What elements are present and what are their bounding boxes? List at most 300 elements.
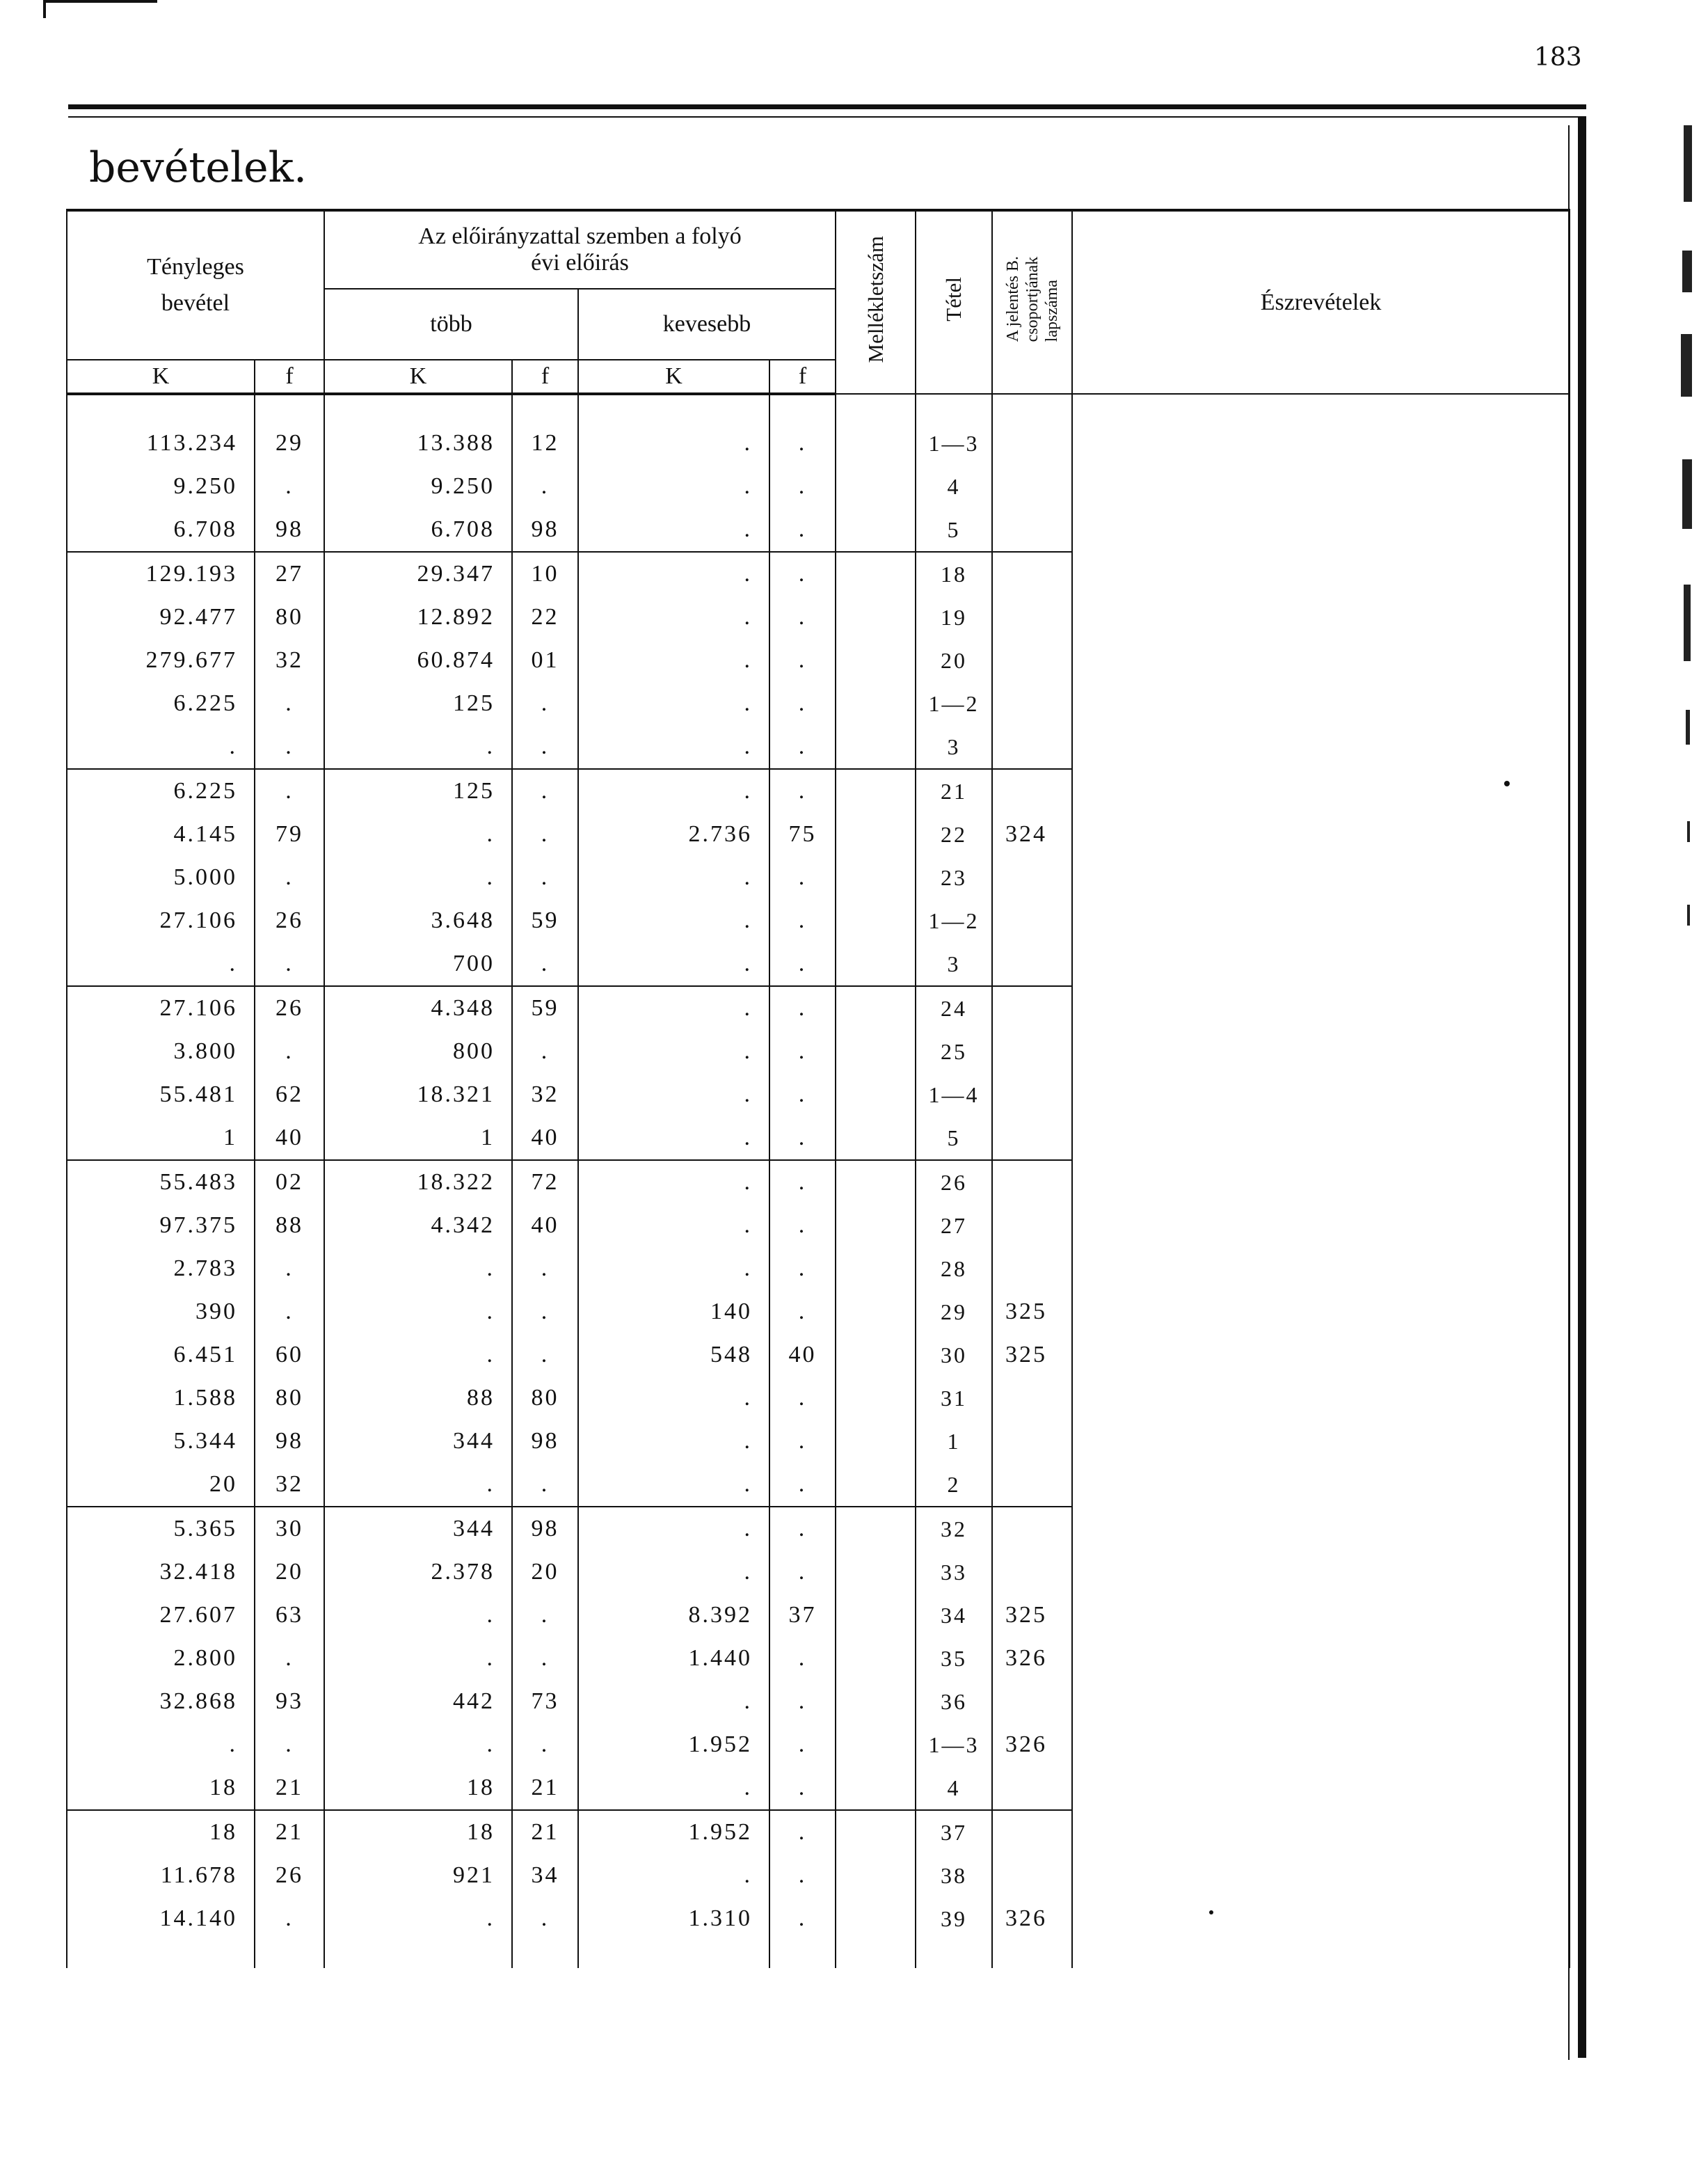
- less-k-cell: 2.736: [578, 813, 769, 856]
- actual-f-cell: .: [255, 942, 324, 986]
- less-f-cell: .: [769, 465, 836, 508]
- report-page-cell: [992, 856, 1072, 899]
- actual-f-cell: .: [255, 769, 324, 813]
- more-label: több: [430, 311, 472, 337]
- report-page-cell: 324: [992, 813, 1072, 856]
- item-cell: 34: [916, 1594, 992, 1637]
- item-cell: 3: [916, 942, 992, 986]
- top-rule-thin: [68, 116, 1586, 118]
- less-k-cell: .: [578, 552, 769, 596]
- item-cell: 19: [916, 596, 992, 639]
- actual-k-cell: 11.678: [67, 1854, 255, 1897]
- attachment-cell: [836, 1723, 916, 1766]
- less-k-cell: .: [578, 1507, 769, 1551]
- less-f-cell: .: [769, 1637, 836, 1680]
- more-f-cell: .: [512, 465, 578, 508]
- report-page-cell: [992, 986, 1072, 1030]
- attachment-cell: [836, 1810, 916, 1854]
- report-page-label: A jelentés B. csoportjának lapszáma: [1003, 256, 1061, 342]
- less-k-header: K: [578, 360, 769, 394]
- less-k-cell: .: [578, 1116, 769, 1160]
- remarks-cell: [1072, 682, 1570, 725]
- more-k-cell: .: [324, 1723, 512, 1766]
- report-page-cell: [992, 1073, 1072, 1116]
- table-row: [67, 1420, 1570, 1463]
- attachment-cell: [836, 1897, 916, 1968]
- less-f-cell: .: [769, 596, 836, 639]
- margin-scan-mark: [1684, 585, 1691, 661]
- actual-k-cell: 1: [67, 1116, 255, 1160]
- actual-k-cell: 32.418: [67, 1551, 255, 1594]
- more-k-cell: 6.708: [324, 508, 512, 552]
- more-k-cell: 1: [324, 1116, 512, 1160]
- actual-k-cell: 2.800: [67, 1637, 255, 1680]
- remarks-cell: [1072, 465, 1570, 508]
- report-page-cell: [992, 769, 1072, 813]
- attachment-cell: [836, 1204, 916, 1247]
- report-page-cell: [992, 465, 1072, 508]
- actual-k-cell: 55.483: [67, 1160, 255, 1204]
- attachment-cell: [836, 394, 916, 465]
- less-k-cell: 1.952: [578, 1723, 769, 1766]
- more-k-cell: 800: [324, 1030, 512, 1073]
- less-f-cell: .: [769, 1463, 836, 1507]
- less-f-cell: .: [769, 639, 836, 682]
- more-f-cell: 21: [512, 1766, 578, 1810]
- attachment-cell: [836, 1073, 916, 1116]
- attachment-cell: [836, 1247, 916, 1290]
- remarks-cell: [1072, 1160, 1570, 1204]
- report-page-cell: 325: [992, 1333, 1072, 1377]
- report-page-cell: [992, 942, 1072, 986]
- report-page-cell: [992, 899, 1072, 942]
- more-f-cell: 98: [512, 508, 578, 552]
- report-page-cell: [992, 508, 1072, 552]
- attachment-cell: [836, 813, 916, 856]
- less-f-cell: .: [769, 1116, 836, 1160]
- less-f-cell: .: [769, 1723, 836, 1766]
- more-k-cell: .: [324, 1594, 512, 1637]
- report-page-cell: [992, 552, 1072, 596]
- actual-revenue-line2: bevétel: [161, 290, 230, 316]
- less-k-cell: .: [578, 725, 769, 769]
- less-label: kevesebb: [662, 311, 751, 337]
- item-cell: 1—3: [916, 1723, 992, 1766]
- less-f-cell: .: [769, 1204, 836, 1247]
- less-f-cell: .: [769, 1030, 836, 1073]
- less-k-cell: .: [578, 1247, 769, 1290]
- more-f-cell: 32: [512, 1073, 578, 1116]
- attachment-cell: [836, 986, 916, 1030]
- actual-f-cell: 21: [255, 1810, 324, 1854]
- more-f-cell: .: [512, 942, 578, 986]
- item-cell: 21: [916, 769, 992, 813]
- actual-f-cell: .: [255, 856, 324, 899]
- less-f-cell: .: [769, 1810, 836, 1854]
- compare-line2: évi előirás: [531, 250, 629, 276]
- compare-header: [324, 210, 836, 289]
- more-f-cell: 80: [512, 1377, 578, 1420]
- less-f-cell: .: [769, 769, 836, 813]
- remarks-cell: [1072, 1463, 1570, 1507]
- table-subtotal-row: [67, 1810, 1570, 1854]
- more-k-cell: .: [324, 1637, 512, 1680]
- less-k-cell: .: [578, 856, 769, 899]
- more-f-cell: .: [512, 856, 578, 899]
- less-f-cell: .: [769, 856, 836, 899]
- actual-k-cell: 5.344: [67, 1420, 255, 1463]
- actual-k-header: K: [67, 360, 255, 394]
- remarks-cell: [1072, 769, 1570, 813]
- more-k-cell: 125: [324, 682, 512, 725]
- table-row: [67, 508, 1570, 552]
- less-f-cell: .: [769, 1551, 836, 1594]
- item-cell: 30: [916, 1333, 992, 1377]
- remarks-cell: [1072, 813, 1570, 856]
- attachment-cell: [836, 856, 916, 899]
- more-f-cell: 73: [512, 1680, 578, 1723]
- item-cell: 35: [916, 1637, 992, 1680]
- more-k-cell: .: [324, 1333, 512, 1377]
- more-k-cell: 18.321: [324, 1073, 512, 1116]
- table-row: [67, 942, 1570, 986]
- actual-k-cell: 279.677: [67, 639, 255, 682]
- actual-f-header: f: [255, 360, 324, 394]
- actual-k-cell: 18: [67, 1810, 255, 1854]
- item-cell: 1—4: [916, 1073, 992, 1116]
- remarks-cell: [1072, 639, 1570, 682]
- table-row: [67, 1680, 1570, 1723]
- actual-f-cell: 29: [255, 394, 324, 465]
- more-f-header: f: [512, 360, 578, 394]
- less-k-cell: .: [578, 986, 769, 1030]
- actual-f-cell: 32: [255, 639, 324, 682]
- attachment-cell: [836, 725, 916, 769]
- item-cell: 37: [916, 1810, 992, 1854]
- remarks-label: Észrevételek: [1260, 289, 1382, 315]
- less-k-cell: .: [578, 508, 769, 552]
- more-f-cell: .: [512, 1030, 578, 1073]
- less-f-cell: .: [769, 1073, 836, 1116]
- item-cell: 27: [916, 1204, 992, 1247]
- item-cell: 2: [916, 1463, 992, 1507]
- actual-f-cell: 98: [255, 1420, 324, 1463]
- more-k-cell: 344: [324, 1420, 512, 1463]
- less-k-cell: .: [578, 769, 769, 813]
- more-k-cell: .: [324, 725, 512, 769]
- less-f-cell: .: [769, 1680, 836, 1723]
- attachment-cell: [836, 508, 916, 552]
- item-cell: 22: [916, 813, 992, 856]
- less-k-cell: .: [578, 1160, 769, 1204]
- less-k-cell: 1.310: [578, 1897, 769, 1968]
- item-label: Tétel: [941, 277, 966, 322]
- actual-revenue-header: [67, 210, 324, 360]
- less-f-cell: 40: [769, 1333, 836, 1377]
- report-page-cell: [992, 1463, 1072, 1507]
- more-k-cell: .: [324, 1247, 512, 1290]
- report-page-cell: 325: [992, 1290, 1072, 1333]
- report-page-cell: [992, 1854, 1072, 1897]
- less-k-cell: .: [578, 1551, 769, 1594]
- margin-scan-mark: [1687, 821, 1690, 842]
- less-k-cell: 140: [578, 1290, 769, 1333]
- remarks-header: [1072, 210, 1570, 394]
- less-f-cell: .: [769, 1247, 836, 1290]
- remarks-cell: [1072, 1854, 1570, 1897]
- more-f-cell: .: [512, 1637, 578, 1680]
- less-header: [578, 289, 836, 360]
- more-f-cell: .: [512, 1594, 578, 1637]
- actual-f-cell: 26: [255, 1854, 324, 1897]
- actual-k-cell: 113.234: [67, 394, 255, 465]
- item-cell: 1—2: [916, 899, 992, 942]
- less-k-cell: .: [578, 394, 769, 465]
- more-f-cell: 12: [512, 394, 578, 465]
- table-subtotal-row: [67, 769, 1570, 813]
- less-f-cell: .: [769, 552, 836, 596]
- report-page-cell: [992, 725, 1072, 769]
- table-row: [67, 1854, 1570, 1897]
- table-row: [67, 1290, 1570, 1333]
- actual-f-cell: 60: [255, 1333, 324, 1377]
- attachment-cell: [836, 1290, 916, 1333]
- remarks-cell: [1072, 725, 1570, 769]
- item-cell: 39: [916, 1897, 992, 1968]
- more-f-cell: .: [512, 813, 578, 856]
- less-f-header: f: [769, 360, 836, 394]
- item-cell: 25: [916, 1030, 992, 1073]
- margin-scan-mark: [1684, 125, 1692, 202]
- more-k-cell: .: [324, 1897, 512, 1968]
- actual-f-cell: 30: [255, 1507, 324, 1551]
- remarks-cell: [1072, 1723, 1570, 1766]
- report-page-header: [992, 210, 1072, 394]
- remarks-cell: [1072, 596, 1570, 639]
- item-cell: 32: [916, 1507, 992, 1551]
- more-k-cell: .: [324, 1290, 512, 1333]
- more-k-header: K: [324, 360, 512, 394]
- item-cell: 1: [916, 1420, 992, 1463]
- table-row: [67, 1030, 1570, 1073]
- table-subtotal-row: [67, 552, 1570, 596]
- more-k-cell: 88: [324, 1377, 512, 1420]
- table-row: [67, 1637, 1570, 1680]
- scan-speck: [1209, 1910, 1213, 1914]
- actual-k-cell: 3.800: [67, 1030, 255, 1073]
- item-cell: 1—3: [916, 394, 992, 465]
- margin-scan-mark: [1682, 251, 1692, 292]
- remarks-cell: [1072, 552, 1570, 596]
- attachment-cell: [836, 942, 916, 986]
- more-f-cell: .: [512, 1723, 578, 1766]
- actual-f-cell: .: [255, 1897, 324, 1968]
- item-cell: 26: [916, 1160, 992, 1204]
- actual-f-cell: 40: [255, 1116, 324, 1160]
- actual-k-cell: 27.106: [67, 899, 255, 942]
- attachment-cell: [836, 1766, 916, 1810]
- table-row: [67, 1766, 1570, 1810]
- attachment-cell: [836, 1333, 916, 1377]
- more-f-cell: 98: [512, 1507, 578, 1551]
- remarks-cell: [1072, 1680, 1570, 1723]
- less-f-cell: .: [769, 725, 836, 769]
- remarks-cell: [1072, 1420, 1570, 1463]
- more-f-cell: 21: [512, 1810, 578, 1854]
- more-k-cell: 13.388: [324, 394, 512, 465]
- report-page-cell: [992, 1680, 1072, 1723]
- item-cell: 38: [916, 1854, 992, 1897]
- actual-f-cell: 26: [255, 986, 324, 1030]
- table-subtotal-row: [67, 986, 1570, 1030]
- less-k-cell: .: [578, 639, 769, 682]
- actual-k-cell: 14.140: [67, 1897, 255, 1968]
- more-f-cell: 72: [512, 1160, 578, 1204]
- less-k-cell: .: [578, 942, 769, 986]
- table-row: [67, 856, 1570, 899]
- attachment-cell: [836, 465, 916, 508]
- remarks-cell: [1072, 1377, 1570, 1420]
- actual-k-cell: .: [67, 1723, 255, 1766]
- item-cell: 5: [916, 1116, 992, 1160]
- more-k-cell: 18.322: [324, 1160, 512, 1204]
- less-k-cell: .: [578, 1377, 769, 1420]
- more-f-cell: .: [512, 725, 578, 769]
- more-k-cell: .: [324, 856, 512, 899]
- attachment-cell: [836, 639, 916, 682]
- right-border: [1578, 116, 1586, 2058]
- table-row: [67, 1247, 1570, 1290]
- report-page-cell: [992, 1420, 1072, 1463]
- more-k-cell: .: [324, 1463, 512, 1507]
- page-number: 183: [1534, 43, 1582, 72]
- table-row: [67, 899, 1570, 942]
- actual-f-cell: 80: [255, 1377, 324, 1420]
- table-row: [67, 1333, 1570, 1377]
- less-k-cell: .: [578, 682, 769, 725]
- attachment-header: [836, 210, 916, 394]
- remarks-cell: [1072, 1030, 1570, 1073]
- item-cell: 29: [916, 1290, 992, 1333]
- more-k-cell: 4.348: [324, 986, 512, 1030]
- attachment-cell: [836, 1463, 916, 1507]
- attachment-cell: [836, 1680, 916, 1723]
- less-f-cell: 75: [769, 813, 836, 856]
- item-header: [916, 210, 992, 394]
- table-row: [67, 725, 1570, 769]
- revenue-table: [66, 209, 1570, 1968]
- table-row: [67, 1377, 1570, 1420]
- report-page-cell: [992, 1116, 1072, 1160]
- report-page-cell: [992, 1507, 1072, 1551]
- report-page-cell: [992, 1766, 1072, 1810]
- report-page-cell: 326: [992, 1897, 1072, 1968]
- less-f-cell: .: [769, 1507, 836, 1551]
- report-page-cell: 325: [992, 1594, 1072, 1637]
- table-row: [67, 1463, 1570, 1507]
- remarks-cell: [1072, 1116, 1570, 1160]
- remarks-cell: [1072, 1333, 1570, 1377]
- less-f-cell: .: [769, 899, 836, 942]
- actual-k-cell: .: [67, 942, 255, 986]
- actual-k-cell: 6.708: [67, 508, 255, 552]
- actual-k-cell: 32.868: [67, 1680, 255, 1723]
- more-header: [324, 289, 578, 360]
- table-row: [67, 1116, 1570, 1160]
- report-page-cell: [992, 1810, 1072, 1854]
- corner-mark: [43, 0, 157, 18]
- table-row: [67, 1594, 1570, 1637]
- attachment-cell: [836, 552, 916, 596]
- more-f-cell: 40: [512, 1204, 578, 1247]
- less-k-cell: .: [578, 899, 769, 942]
- actual-f-cell: .: [255, 725, 324, 769]
- less-f-cell: .: [769, 1160, 836, 1204]
- actual-f-cell: .: [255, 1290, 324, 1333]
- report-page-cell: [992, 1247, 1072, 1290]
- attachment-cell: [836, 769, 916, 813]
- actual-k-cell: 6.225: [67, 682, 255, 725]
- less-k-cell: .: [578, 1420, 769, 1463]
- less-k-cell: 8.392: [578, 1594, 769, 1637]
- scan-speck: [1504, 781, 1510, 786]
- margin-scan-mark: [1686, 710, 1690, 745]
- table-subtotal-row: [67, 1160, 1570, 1204]
- more-f-cell: .: [512, 1247, 578, 1290]
- report-page-cell: 326: [992, 1723, 1072, 1766]
- actual-k-cell: 5.000: [67, 856, 255, 899]
- remarks-cell: [1072, 1594, 1570, 1637]
- less-f-cell: .: [769, 682, 836, 725]
- actual-k-cell: 9.250: [67, 465, 255, 508]
- table-row: [67, 1723, 1570, 1766]
- report-page-cell: [992, 1551, 1072, 1594]
- more-f-cell: 98: [512, 1420, 578, 1463]
- more-f-cell: 40: [512, 1116, 578, 1160]
- actual-k-cell: 390: [67, 1290, 255, 1333]
- actual-f-cell: 32: [255, 1463, 324, 1507]
- table-row: [67, 1897, 1570, 1968]
- more-k-cell: 921: [324, 1854, 512, 1897]
- actual-k-cell: 2.783: [67, 1247, 255, 1290]
- table-row: [67, 682, 1570, 725]
- remarks-cell: [1072, 942, 1570, 986]
- compare-line1: Az előirányzattal szemben a folyó: [418, 223, 742, 249]
- table-row: [67, 639, 1570, 682]
- more-f-cell: 10: [512, 552, 578, 596]
- less-f-cell: .: [769, 508, 836, 552]
- less-f-cell: .: [769, 1420, 836, 1463]
- attachment-cell: [836, 1854, 916, 1897]
- item-cell: 24: [916, 986, 992, 1030]
- remarks-cell: [1072, 508, 1570, 552]
- remarks-cell: [1072, 1290, 1570, 1333]
- actual-k-cell: 129.193: [67, 552, 255, 596]
- less-k-cell: .: [578, 1204, 769, 1247]
- actual-f-cell: 80: [255, 596, 324, 639]
- less-f-cell: .: [769, 1854, 836, 1897]
- less-k-cell: .: [578, 1463, 769, 1507]
- table-row: [67, 1551, 1570, 1594]
- report-page-cell: 326: [992, 1637, 1072, 1680]
- less-k-cell: .: [578, 1073, 769, 1116]
- attachment-cell: [836, 1420, 916, 1463]
- remarks-cell: [1072, 1204, 1570, 1247]
- item-cell: 28: [916, 1247, 992, 1290]
- less-k-cell: .: [578, 1030, 769, 1073]
- more-k-cell: 4.342: [324, 1204, 512, 1247]
- actual-k-cell: 27.607: [67, 1594, 255, 1637]
